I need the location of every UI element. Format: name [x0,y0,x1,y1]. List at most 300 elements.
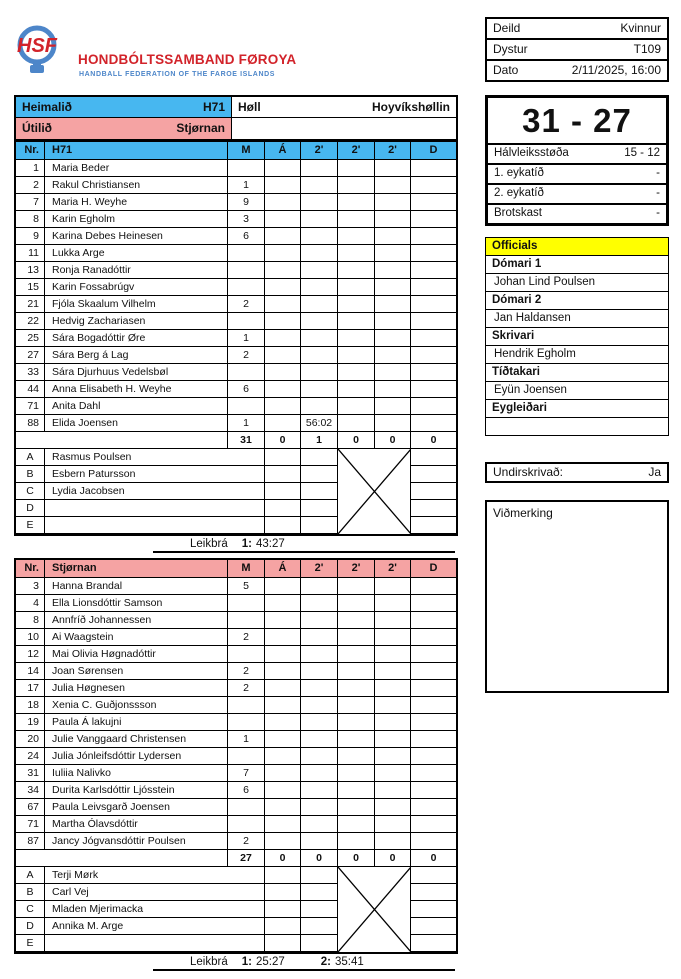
staff-susp-cell [301,884,338,901]
player-number: 8 [16,612,45,629]
staff-susp-cell [301,935,338,952]
game-clock-half: 1: [241,956,252,968]
player-row [16,578,456,595]
total-disq: 0 [411,432,456,449]
susp1-cell [301,347,338,364]
disq-cell [411,680,456,697]
goals-cell [228,697,265,714]
match-info-row [487,61,667,80]
staff-warning-cell [265,935,301,952]
staff-susp-cell [301,483,338,500]
warning-cell [265,833,301,850]
col-2min-2: 2' [338,142,375,160]
susp1-cell [301,364,338,381]
goals-cell: 5 [228,578,265,595]
staff-crossed-cell [338,935,411,952]
disq-cell [411,194,456,211]
official-role: Tíðtakari [485,363,669,382]
susp3-cell [375,680,411,697]
total-susp2: 0 [338,850,375,867]
match-info-row [487,40,667,61]
official-role: Skrivari [485,327,669,346]
col-goals: M [228,560,265,578]
susp2-cell [338,279,375,296]
player-name: Hanna Brandal [45,578,228,595]
susp1-cell [301,646,338,663]
susp1-cell [301,279,338,296]
susp1-cell [301,211,338,228]
disq-cell [411,398,456,415]
col-team: H71 [45,142,228,160]
player-name: Ella Lionsdóttir Samson [45,595,228,612]
player-row [16,663,456,680]
susp3-cell [375,398,411,415]
score-row-label: Hálvleiksstøða [494,147,569,159]
player-row [16,330,456,347]
susp1-cell [301,714,338,731]
goals-cell: 2 [228,833,265,850]
game-clock-half: 2: [320,956,331,968]
staff-crossed-cell [338,884,411,901]
official-role: Eygleiðari [485,399,669,418]
player-name: Sára Bogadóttir Øre [45,330,228,347]
staff-warning-cell [265,918,301,935]
game-clock-entries [242,538,321,550]
staff-letter: C [16,483,45,500]
staff-name: Esbern Patursson [45,466,265,483]
staff-susp-cell [301,901,338,918]
federation-title: HONDBÓLTSSAMBAND FØROYA [78,52,297,67]
goals-cell: 2 [228,296,265,313]
player-number: 34 [16,782,45,799]
disq-cell [411,313,456,330]
disq-cell [411,364,456,381]
away-team-name: Stjørnan [176,121,225,135]
player-row [16,629,456,646]
susp2-cell [338,228,375,245]
player-number: 7 [16,194,45,211]
staff-row [16,867,456,884]
player-name: Karina Debes Heinesen [45,228,228,245]
warning-cell [265,595,301,612]
staff-row [16,449,456,466]
staff-row [16,935,456,952]
disq-cell [411,578,456,595]
player-name: Iuliia Nalivko [45,765,228,782]
player-name: Ronja Ranadóttir [45,262,228,279]
disq-cell [411,296,456,313]
susp2-cell [338,595,375,612]
signed-label: Undirskrivað: [493,465,564,479]
game-clock-label: Leikbrá [190,538,228,550]
goals-cell: 2 [228,347,265,364]
susp3-cell [375,748,411,765]
player-row [16,194,456,211]
player-row [16,765,456,782]
score-row-value: - [656,207,660,219]
staff-name [45,517,265,534]
susp3-cell [375,612,411,629]
susp1-cell [301,313,338,330]
remarks-box [485,500,669,693]
warning-cell [265,578,301,595]
player-name: Ai Waagstein [45,629,228,646]
hall-cell [232,97,456,118]
match-info-label: Dato [493,63,519,77]
player-number: 87 [16,833,45,850]
player-row [16,262,456,279]
susp2-cell [338,398,375,415]
susp2-cell [338,765,375,782]
staff-letter: E [16,517,45,534]
susp1-cell [301,816,338,833]
empty-cell [232,118,456,139]
game-clock-time: 43:27 [255,538,285,550]
remarks-label: Viðmerking [493,506,553,520]
staff-row [16,918,456,935]
player-row [16,381,456,398]
hall-name: Hoyvíkshøllin [371,100,450,114]
final-score: 31 - 27 [488,98,666,145]
staff-disq-cell [411,918,456,935]
goals-cell [228,364,265,381]
score-row-value: - [656,167,660,179]
game-clock-time: 35:41 [334,956,364,968]
player-name: Joan Sørensen [45,663,228,680]
warning-cell [265,646,301,663]
player-number: 8 [16,211,45,228]
susp3-cell [375,415,411,432]
match-info-label: Dystur [493,42,528,56]
game-clock-time: 25:27 [255,956,285,968]
susp2-cell [338,177,375,194]
staff-disq-cell [411,483,456,500]
goals-cell: 6 [228,381,265,398]
disq-cell [411,228,456,245]
official-name: Jan Haldansen [485,309,669,328]
player-number: 25 [16,330,45,347]
total-goals: 27 [228,850,265,867]
susp3-cell [375,228,411,245]
staff-disq-cell [411,466,456,483]
disq-cell [411,816,456,833]
player-name: Anna Elisabeth H. Weyhe [45,381,228,398]
home-players [16,160,456,432]
warning-cell [265,262,301,279]
total-susp1: 1 [301,432,338,449]
staff-warning-cell [265,901,301,918]
player-row [16,364,456,381]
col-nr: Nr. [16,560,45,578]
goals-cell: 6 [228,228,265,245]
signed-value: Ja [648,465,661,479]
susp2-cell [338,680,375,697]
col-2min-3: 2' [375,560,411,578]
susp1-cell [301,595,338,612]
total-susp3: 0 [375,432,411,449]
player-row [16,714,456,731]
susp2-cell [338,612,375,629]
staff-row [16,466,456,483]
susp3-cell [375,799,411,816]
susp1-cell [301,177,338,194]
staff-crossed-cell [338,483,411,500]
player-row [16,646,456,663]
staff-susp-cell [301,466,338,483]
home-staff-section [16,449,456,534]
home-totals-row [16,432,456,449]
disq-cell [411,279,456,296]
away-totals-row [16,850,456,867]
score-row [488,165,666,185]
warning-cell [265,313,301,330]
disq-cell [411,731,456,748]
player-number: 44 [16,381,45,398]
susp1-cell [301,697,338,714]
warning-cell [265,381,301,398]
goals-cell [228,612,265,629]
official-name: Hendrik Egholm [485,345,669,364]
susp3-cell [375,765,411,782]
total-disq: 0 [411,850,456,867]
player-number: 13 [16,262,45,279]
player-row [16,279,456,296]
player-row [16,313,456,330]
staff-letter: A [16,867,45,884]
score-row-label: 2. eykatíð [494,187,544,199]
disq-cell [411,697,456,714]
player-row [16,415,456,432]
staff-disq-cell [411,449,456,466]
player-name: Mai Olivia Høgnadóttir [45,646,228,663]
disq-cell [411,833,456,850]
player-number: 17 [16,680,45,697]
disq-cell [411,347,456,364]
goals-cell: 9 [228,194,265,211]
away-staff-section [16,867,456,952]
susp1-cell [301,262,338,279]
disq-cell [411,612,456,629]
staff-crossed-cell [338,517,411,534]
player-number: 71 [16,398,45,415]
warning-cell [265,680,301,697]
warning-cell [265,782,301,799]
staff-name: Rasmus Poulsen [45,449,265,466]
susp1-cell [301,245,338,262]
col-2min-1: 2' [301,560,338,578]
staff-susp-cell [301,449,338,466]
susp1-cell [301,194,338,211]
goals-cell [228,816,265,833]
susp2-cell [338,194,375,211]
col-2min-1: 2' [301,142,338,160]
player-name: Jancy Jógvansdóttir Poulsen [45,833,228,850]
susp3-cell [375,833,411,850]
match-info-value: Kvinnur [620,21,661,35]
federation-logo [14,22,314,82]
disq-cell [411,663,456,680]
score-row [488,205,666,223]
goals-cell: 7 [228,765,265,782]
disq-cell [411,381,456,398]
disq-cell [411,330,456,347]
official-name [485,417,669,436]
player-name: Julia Jónleifsdóttir Lydersen [45,748,228,765]
warning-cell [265,279,301,296]
home-roster-table [14,140,458,536]
staff-crossed-cell [338,466,411,483]
player-row [16,697,456,714]
susp3-cell [375,663,411,680]
staff-name [45,935,265,952]
staff-disq-cell [411,500,456,517]
player-name: Maria H. Weyhe [45,194,228,211]
official-role: Dómari 1 [485,255,669,274]
player-row [16,680,456,697]
staff-letter: D [16,918,45,935]
col-warning: Á [265,142,301,160]
signed-box [485,462,669,483]
away-table-header [16,560,456,578]
disq-cell [411,782,456,799]
susp2-cell [338,160,375,177]
susp2-cell [338,799,375,816]
match-info-value: 2/11/2025, 16:00 [571,63,661,77]
warning-cell [265,211,301,228]
staff-warning-cell [265,884,301,901]
player-row [16,398,456,415]
warning-cell [265,177,301,194]
officials-header: Officials [485,237,669,256]
staff-crossed-cell [338,867,411,884]
goals-cell: 1 [228,177,265,194]
susp3-cell [375,160,411,177]
home-team-name: H71 [202,100,225,114]
susp2-cell [338,714,375,731]
warning-cell [265,816,301,833]
score-row-value: - [656,187,660,199]
susp3-cell [375,595,411,612]
player-name: Karin Fossabrúgv [45,279,228,296]
staff-letter: A [16,449,45,466]
susp2-cell [338,816,375,833]
goals-cell [228,646,265,663]
susp3-cell [375,262,411,279]
staff-warning-cell [265,867,301,884]
susp1-cell [301,833,338,850]
col-disq: D [411,142,456,160]
susp1-cell [301,330,338,347]
score-row-label: 1. eykatíð [494,167,544,179]
officials-box [485,237,669,436]
game-clock-half: 1: [241,538,252,550]
player-name: Annfríð Johannessen [45,612,228,629]
goals-cell: 2 [228,680,265,697]
home-team-label: Heimalið [22,100,73,114]
player-number: 31 [16,765,45,782]
hall-label: Høll [238,100,261,114]
disq-cell [411,595,456,612]
goals-cell [228,398,265,415]
score-row [488,185,666,205]
staff-disq-cell [411,517,456,534]
staff-row [16,901,456,918]
susp1-cell [301,748,338,765]
susp1-cell [301,629,338,646]
player-number: 18 [16,697,45,714]
player-number: 24 [16,748,45,765]
disq-cell [411,211,456,228]
susp3-cell [375,330,411,347]
official-name: Johan Lind Poulsen [485,273,669,292]
home-game-clock [153,537,455,553]
susp1-cell: 56:02 [301,415,338,432]
player-number: 20 [16,731,45,748]
susp2-cell [338,347,375,364]
staff-row [16,884,456,901]
warning-cell [265,612,301,629]
match-info-row [487,19,667,40]
player-row [16,612,456,629]
warning-cell [265,330,301,347]
player-number: 1 [16,160,45,177]
staff-disq-cell [411,901,456,918]
goals-cell: 1 [228,330,265,347]
staff-letter: C [16,901,45,918]
staff-name [45,500,265,517]
susp3-cell [375,313,411,330]
susp2-cell [338,731,375,748]
player-name: Martha Ólavsdóttir [45,816,228,833]
warning-cell [265,347,301,364]
player-row [16,816,456,833]
disq-cell [411,748,456,765]
staff-name: Mladen Mjerimacka [45,901,265,918]
goals-cell: 2 [228,663,265,680]
goals-cell [228,714,265,731]
susp1-cell [301,680,338,697]
disq-cell [411,765,456,782]
player-name: Xenia C. Guðjonssson [45,697,228,714]
player-number: 4 [16,595,45,612]
staff-warning-cell [265,517,301,534]
disq-cell [411,714,456,731]
goals-cell: 3 [228,211,265,228]
player-name: Fjóla Skaalum Vilhelm [45,296,228,313]
susp2-cell [338,262,375,279]
susp2-cell [338,415,375,432]
susp3-cell [375,194,411,211]
player-name: Rakul Christiansen [45,177,228,194]
col-nr: Nr. [16,142,45,160]
staff-warning-cell [265,449,301,466]
staff-letter: D [16,500,45,517]
staff-warning-cell [265,483,301,500]
score-row-label: Brotskast [494,207,542,219]
warning-cell [265,245,301,262]
susp2-cell [338,697,375,714]
staff-name: Carl Vej [45,884,265,901]
player-name: Sára Djurhuus Vedelsbøl [45,364,228,381]
total-goals: 31 [228,432,265,449]
susp2-cell [338,646,375,663]
staff-name: Terji Mørk [45,867,265,884]
goals-cell: 6 [228,782,265,799]
away-roster-table [14,558,458,954]
player-number: 71 [16,816,45,833]
player-name: Paula Leivsgarð Joensen [45,799,228,816]
match-info-label: Deild [493,21,521,35]
